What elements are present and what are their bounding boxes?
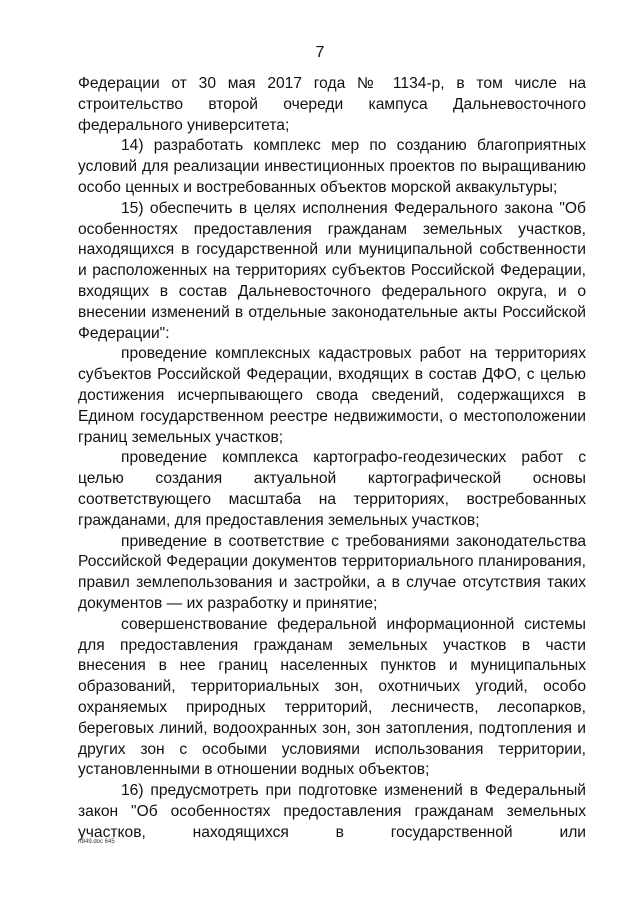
paragraph-item-16: 16) предусмотреть при подготовке изменений в Федеральный закон "Об особенностях предоставления гражданам земельных участков, находящихся в государственной или [78, 782, 586, 841]
document-body [78, 74, 586, 843]
footer-file-reference: rt849.doc 645 [78, 839, 115, 845]
paragraph-geodetic-works: проведение комплекса картографо-геодезических работ с целью создания актуальной картографической основы соответствующего масштаба на территориях, востребованных гражданами, для предоставления земельных участков; [78, 449, 586, 529]
paragraph-item-14: 14) разработать комплекс мер по созданию благоприятных условий для реализации инвестиционных проектов по выращиванию особо ценных и востребованных объектов морской аквакультуры; [78, 137, 586, 196]
paragraph-continuation: Федерации от 30 мая 2017 года № 1134-р, в том числе на строительство второй очереди кампуса Дальневосточного федерального университета; [78, 75, 586, 134]
paragraph-planning-documents: приведение в соответствие с требованиями законодательства Российской Федерации документов территориального планирования, правил землепользования и застройки, а в случае отсутствия таких документов — их разработку и принятие; [78, 532, 586, 612]
paragraph-cadastral-works: проведение комплексных кадастровых работ на территориях субъектов Российской Федерации, входящих в состав ДФО, с целью достижения исчерпывающего свода сведений, содержащихся в Едином государственном реестре недвижимости, о местоположении границ земельных участков; [78, 345, 586, 446]
paragraph-item-15: 15) обеспечить в целях исполнения Федерального закона "Об особенностях предоставления гражданам земельных участков, находящихся в государственной или муниципальной собственности и расположенных на территориях субъектов Российской Федерации, входящих в состав Дальневосточного федерального округа, и о внесении изменений в отдельные законодательные акты Российской Федерации": [78, 199, 586, 342]
paragraph-information-system: совершенствование федеральной информационной системы для предоставления гражданам земельных участков в части внесения в нее границ населенных пунктов и муниципальных образований, территориальных зон, охотничьих угодий, особо охраняемых природных территорий, лесничеств, лесопарков, береговых линий, водоохранных зон, зон затопления, подтопления и других зон с особыми условиями использования территории, установленными в отношении водных объектов; [78, 615, 586, 779]
page-number: 7 [315, 44, 325, 61]
